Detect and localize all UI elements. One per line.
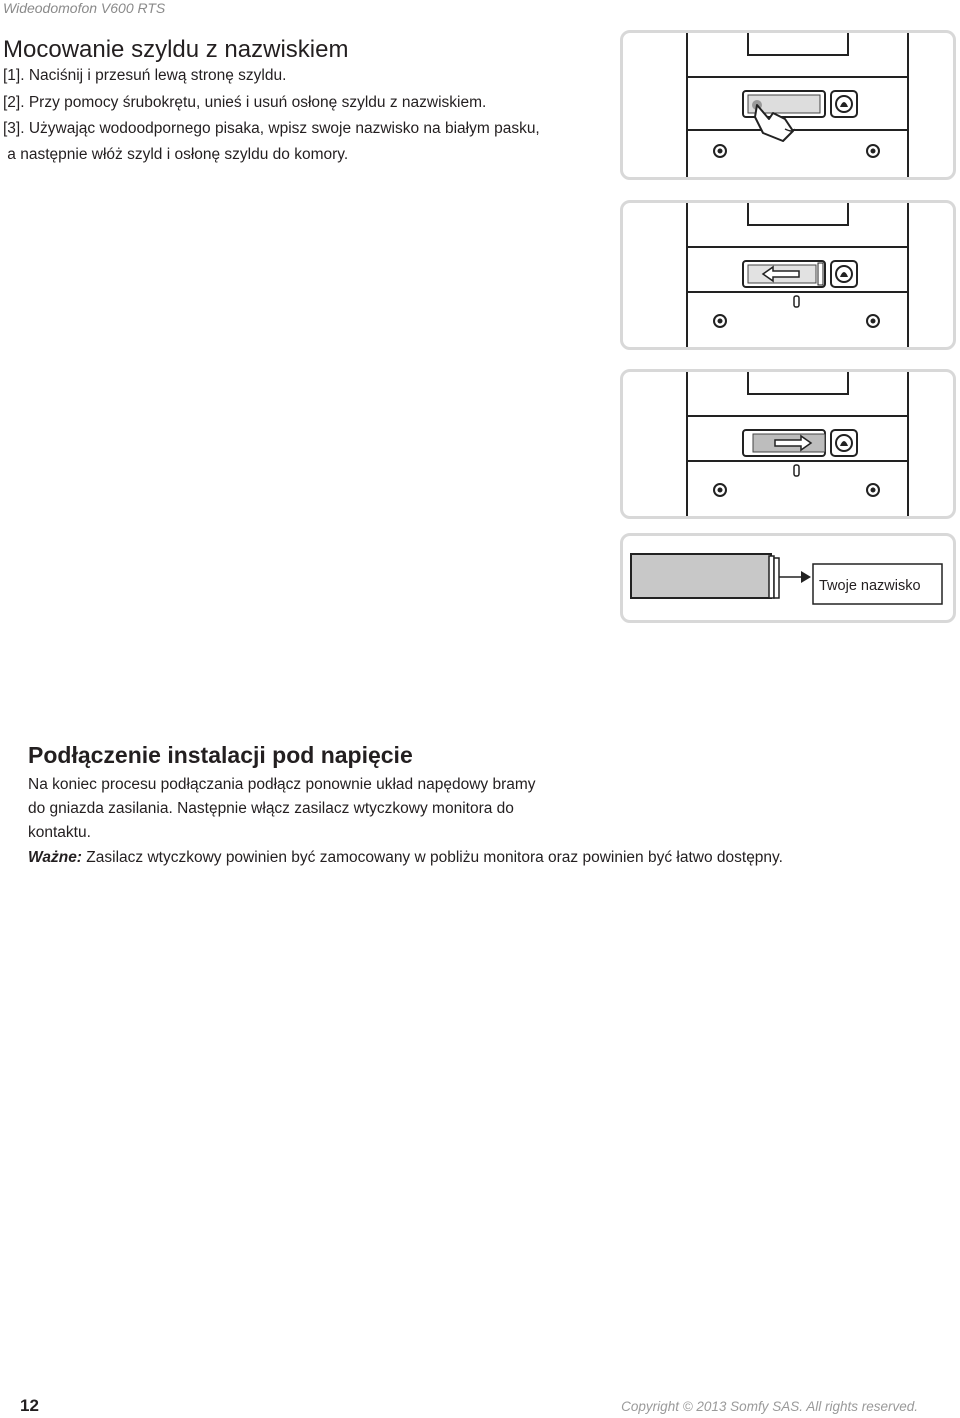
important-text: Zasilacz wtyczkowy powinien być zamocowany w pobliżu monitora oraz powinien być łatwo dostępny. [81,849,783,866]
name-label: Twoje nazwisko [819,578,921,594]
illustration-name-plate [620,533,956,623]
step-2-text: [2]. Przy pomocy śrubokrętu, unieś i usuń osłonę szyldu z nazwiskiem. [3,94,487,111]
page-number: 12 [20,1396,39,1415]
document-header-title: Wideodomofon V600 RTS [3,0,166,16]
illustration-step-3 [620,369,956,519]
important-label: Ważne: [28,849,82,866]
step-1-text: [1]. Naciśnij i przesuń lewą stronę szyldu. [3,67,287,84]
step-3-text: [3]. Używając wodoodpornego pisaka, wpisz swoje nazwisko na białym pasku, [3,120,540,137]
copyright-text: Copyright © 2013 Somfy SAS. All rights reserved. [621,1399,918,1414]
step-3-continued-text: a następnie włóż szyld i osłonę szyldu do komory. [3,146,349,163]
illustration-step-1 [620,30,956,180]
section-power [28,742,413,769]
section-name-plate [3,36,348,64]
power-text-line-3: kontaktu. [28,824,91,841]
section-title: Podłączenie instalacji pod napięcie [28,742,413,768]
power-text-line-1: Na koniec procesu podłączania podłącz ponownie układ napędowy bramy [28,776,536,793]
section-title: Mocowanie szyldu z nazwiskiem [3,36,349,63]
important-note [28,849,783,867]
power-text-line-2: do gniazda zasilania. Następnie włącz zasilacz wtyczkowy monitora do [28,800,514,817]
illustration-step-2 [620,200,956,350]
